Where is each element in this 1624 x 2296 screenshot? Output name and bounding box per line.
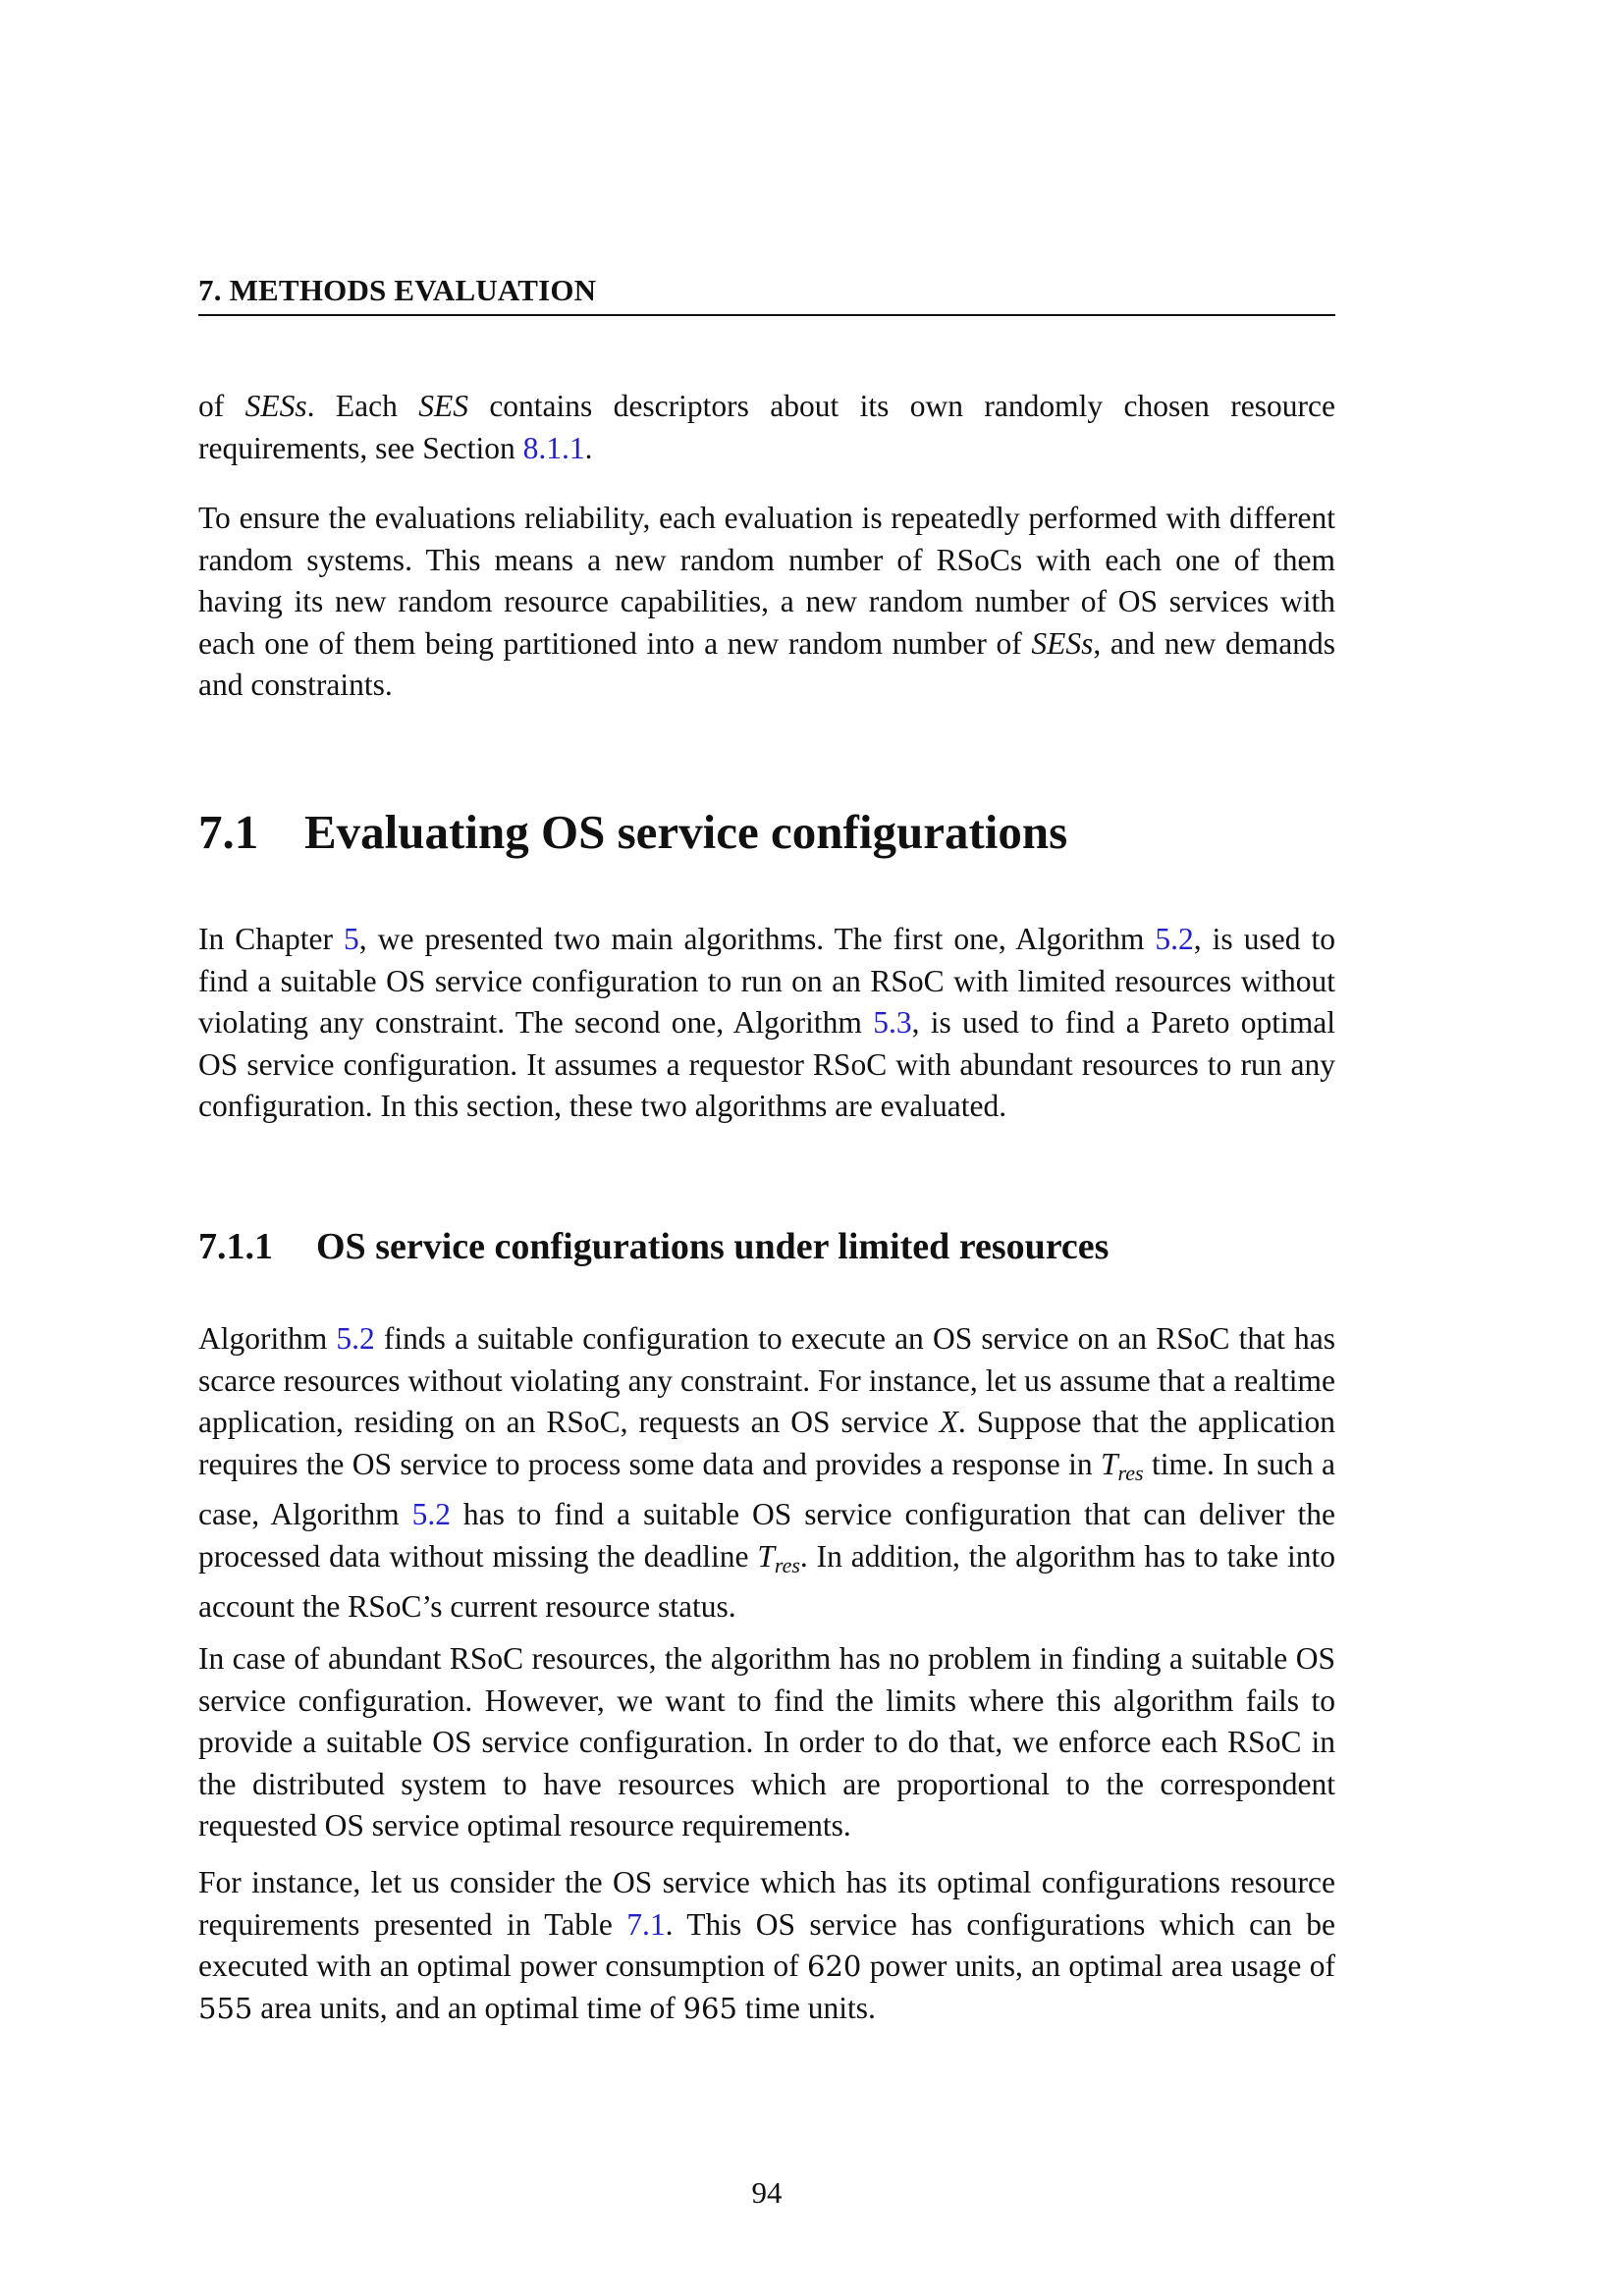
paragraph-algorithm-limited-resources: Algorithm 5.2 finds a suitable configuration to execute an OS service on an RSoC that has scarce resources without violating any constraint. For instance, let us assume that a realtime application, residing on an RSoC, requests an OS service X. Suppose that the application requires the OS service to process some data and provides a response in $T_{res}$ time. In such a case, Algorithm 5.2 has to find a suitable OS service configuration that can deliver the processed data without missing the deadline $T_{res}$. In addition, the algorithm has to take into account the RSoC’s current resource status.	[198, 1321, 1335, 1624]
paragraph-reliability: To ensure the evaluations reliability, each evaluation is repeatedly performed with different random systems. This means a new random number of RSoCs with each one of them having its new random resource capabilities, a new random number of OS services with each one of them being partitioned into a new random number of SESs, and new demands and constraints.	[198, 501, 1335, 702]
math-time-value: 965	[682, 1991, 737, 2025]
math-ses-plural: SESs	[244, 389, 307, 423]
paragraph-optimal-requirements: For instance, let us consider the OS service which has its optimal configurations resource requirements presented in Table 7.1. This OS service has configurations which can be executed with an optimal power consumption of 620 power units, an optimal area usage of 555 area units, and an optimal time of 965 time units.	[198, 1865, 1336, 2025]
subsection-number: 7.1.1	[198, 1226, 273, 1267]
algorithm-ref-link[interactable]: 5.2	[336, 1321, 375, 1356]
section-number: 7.1	[198, 805, 259, 859]
algorithm-ref-link[interactable]: 5.3	[873, 1005, 912, 1040]
math-area-value: 555	[198, 1991, 253, 2025]
section-title: Evaluating OS service configurations	[304, 805, 1068, 859]
paragraph-abundant-resources: In case of abundant RSoC resources, the algorithm has no problem in finding a suitable OS service configuration. However, we want to find the limits where this algorithm fails to provide a suitable OS service configuration. In order to do that, we enforce each RSoC in the distributed system to have resources which are proportional to the correspondent requested OS service optimal resource requirements.	[198, 1641, 1335, 1842]
running-header: 7. METHODS EVALUATION	[198, 271, 1335, 316]
page-number: 94	[751, 2175, 783, 2210]
math-service-x: X	[939, 1405, 958, 1439]
paragraph-ses-descriptors: of SESs. Each SES contains descriptors about its own randomly chosen resource requirements, see Section 8.1.1.	[198, 389, 1335, 465]
math-t-res: $T_{res}$	[757, 1538, 800, 1577]
chapter-ref-link[interactable]: 5	[344, 922, 359, 956]
math-ses: SES	[418, 389, 468, 423]
section-heading	[198, 803, 1335, 862]
subsection-heading	[198, 1223, 1335, 1270]
algorithm-ref-link[interactable]: 5.2	[1155, 922, 1194, 956]
subsection-title: OS service configurations under limited resources	[316, 1226, 1110, 1267]
algorithm-ref-link[interactable]: 5.2	[411, 1497, 451, 1531]
math-power-value: 620	[807, 1949, 862, 1983]
document-page	[198, 0, 1335, 2296]
math-t-res: $T_{res}$	[1101, 1446, 1144, 1485]
table-ref-link[interactable]: 7.1	[626, 1906, 666, 1942]
section-ref-link[interactable]: 8.1.1	[522, 430, 585, 465]
paragraph-algorithms-intro: In Chapter 5, we presented two main algorithms. The first one, Algorithm 5.2, is used to find a suitable OS service configuration to run on an RSoC with limited resources without violating any constraint. The second one, Algorithm 5.3, is used to find a Pareto optimal OS service configuration. It assumes a requestor RSoC with abundant resources to run any configuration. In this section, these two algorithms are evaluated.	[198, 922, 1335, 1123]
math-ses-plural: SESs	[1031, 625, 1094, 661]
